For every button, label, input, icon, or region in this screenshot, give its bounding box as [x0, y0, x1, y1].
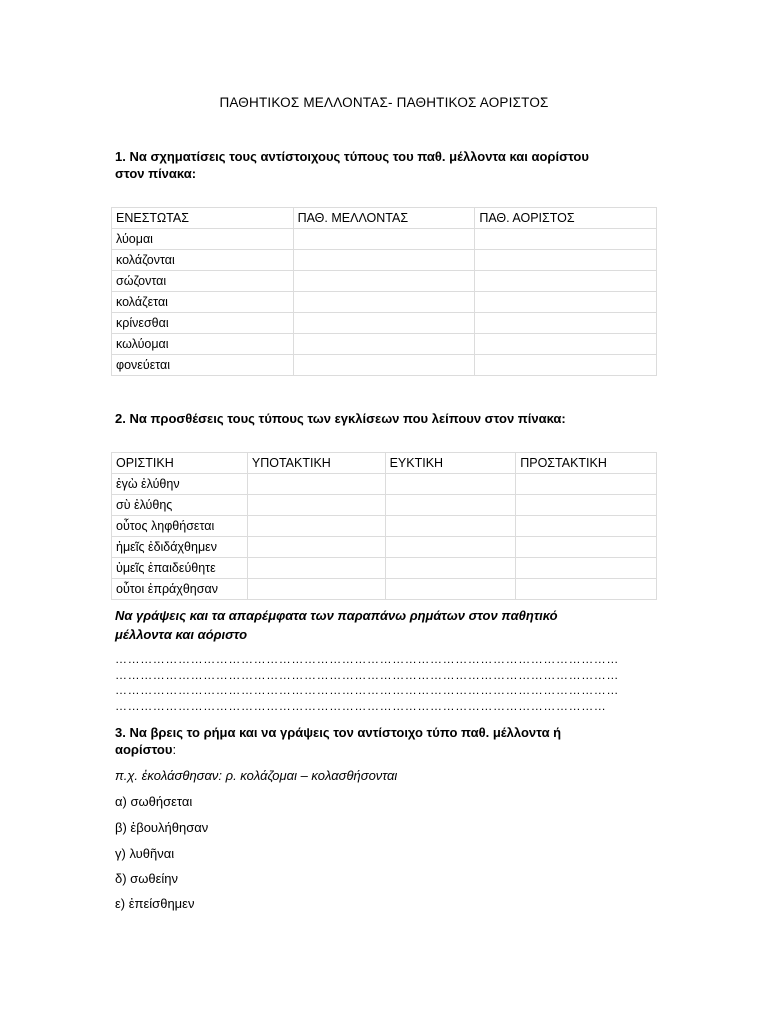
q2-verb-cell: ἐγὼ ἐλύθην	[112, 474, 248, 495]
answer-dot-lines[interactable]	[115, 652, 645, 714]
answer-cell[interactable]	[247, 516, 385, 537]
answer-cell[interactable]	[293, 229, 475, 250]
answer-cell[interactable]	[475, 292, 657, 313]
q1-verb-cell: κρίνεσθαι	[112, 313, 294, 334]
table-row	[112, 334, 657, 355]
answer-cell[interactable]	[475, 271, 657, 292]
answer-cell[interactable]	[475, 229, 657, 250]
table-row	[112, 495, 657, 516]
table-row	[112, 292, 657, 313]
answer-cell[interactable]	[385, 495, 516, 516]
answer-cell[interactable]	[293, 271, 475, 292]
q1-verb-cell: φονεύεται	[112, 355, 294, 376]
answer-cell[interactable]	[293, 250, 475, 271]
answer-cell[interactable]	[385, 558, 516, 579]
table-row	[112, 250, 657, 271]
answer-cell[interactable]	[516, 495, 657, 516]
list-item: ε) ἐπείσθημεν	[115, 896, 195, 911]
q2-table	[111, 452, 657, 600]
q3-heading-line2	[115, 741, 561, 758]
table-row	[112, 355, 657, 376]
answer-cell[interactable]	[475, 334, 657, 355]
answer-cell[interactable]	[293, 355, 475, 376]
answer-cell[interactable]	[385, 516, 516, 537]
q2-verb-cell: ὑμεῖς ἐπαιδεύθητε	[112, 558, 248, 579]
q3-example: π.χ. ἐκολάσθησαν: ρ. κολάζομαι – κολασθήσονται	[115, 768, 398, 783]
page-title: ΠΑΘΗΤΙΚΟΣ ΜΕΛΛΟΝΤΑΣ- ΠΑΘΗΤΙΚΟΣ ΑΟΡΙΣΤΟΣ	[219, 95, 549, 110]
table-row	[112, 558, 657, 579]
answer-cell[interactable]	[516, 579, 657, 600]
answer-cell[interactable]	[247, 537, 385, 558]
q2-table-header-row	[112, 453, 657, 474]
answer-cell[interactable]	[475, 355, 657, 376]
answer-cell[interactable]	[385, 474, 516, 495]
q2-header-subjunctive: ΥΠΟΤΑΚΤΙΚΗ	[247, 453, 385, 474]
answer-cell[interactable]	[385, 537, 516, 558]
q2-verb-cell: σὺ ἐλύθης	[112, 495, 248, 516]
q2-header-indicative: ΟΡΙΣΤΙΚΗ	[112, 453, 248, 474]
table-row	[112, 229, 657, 250]
answer-cell[interactable]	[516, 537, 657, 558]
q1-heading-line1: 1. Να σχηματίσεις τους αντίστοιχους τύπους του παθ. μέλλοντα και αορίστου	[115, 149, 589, 164]
dot-line: ………………………………………………………………………………………………………	[115, 698, 607, 713]
table-row	[112, 537, 657, 558]
table-row	[112, 516, 657, 537]
dot-line: …………………………………………………………………………………………………………	[115, 652, 619, 666]
q1-table-header-row	[112, 208, 657, 229]
answer-cell[interactable]	[247, 579, 385, 600]
answer-cell[interactable]	[385, 579, 516, 600]
q2-verb-cell: οὗτος ληφθήσεται	[112, 516, 248, 537]
q1-header-present: ΕΝΕΣΤΩΤΑΣ	[112, 208, 294, 229]
list-item: α) σωθήσεται	[115, 794, 193, 809]
q2-verb-cell: οὗτοι ἐπράχθησαν	[112, 579, 248, 600]
list-item: γ) λυθῆναι	[115, 846, 175, 861]
table-row	[112, 579, 657, 600]
q3-heading-bold-word: αορίστου	[115, 742, 173, 757]
q1-verb-cell: κωλύομαι	[112, 334, 294, 355]
dot-line: …………………………………………………………………………………………………………	[115, 683, 619, 697]
answer-cell[interactable]	[475, 250, 657, 271]
q1-heading	[115, 148, 589, 182]
answer-cell[interactable]	[247, 558, 385, 579]
answer-cell[interactable]	[516, 558, 657, 579]
q1-header-future: ΠΑΘ. ΜΕΛΛΟΝΤΑΣ	[293, 208, 475, 229]
q2-infinitive-instruction	[115, 606, 558, 644]
q1-verb-cell: λύομαι	[112, 229, 294, 250]
q1-header-aorist: ΠΑΘ. ΑΟΡΙΣΤΟΣ	[475, 208, 657, 229]
table-row	[112, 313, 657, 334]
q2-instruction-line2: μέλλοντα και αόριστο	[115, 627, 248, 642]
answer-cell[interactable]	[293, 292, 475, 313]
answer-cell[interactable]	[293, 334, 475, 355]
table-row	[112, 271, 657, 292]
answer-cell[interactable]	[247, 474, 385, 495]
q2-instruction-line1: Να γράψεις και τα απαρέμφατα των παραπάνω ρημάτων στον παθητικό	[115, 608, 558, 623]
answer-cell[interactable]	[516, 516, 657, 537]
q3-heading	[115, 724, 561, 758]
q3-heading-line1: 3. Να βρεις το ρήμα και να γράψεις τον αντίστοιχο τύπο παθ. μέλλοντα ή	[115, 725, 562, 740]
q2-verb-cell: ἡμεῖς ἐδιδάχθημεν	[112, 537, 248, 558]
q1-verb-cell: κολάζονται	[112, 250, 294, 271]
q2-heading: 2. Να προσθέσεις τους τύπους των εγκλίσεων που λείπουν στον πίνακα:	[115, 411, 566, 426]
table-row	[112, 474, 657, 495]
list-item: δ) σωθείην	[115, 871, 178, 886]
answer-cell[interactable]	[247, 495, 385, 516]
q1-table	[111, 207, 657, 376]
q2-header-imperative: ΠΡΟΣΤΑΚΤΙΚΗ	[516, 453, 657, 474]
answer-cell[interactable]	[516, 474, 657, 495]
answer-cell[interactable]	[475, 313, 657, 334]
q2-header-optative: ΕΥΚΤΙΚΗ	[385, 453, 516, 474]
answer-cell[interactable]	[293, 313, 475, 334]
q1-heading-line2: στον πίνακα:	[115, 166, 197, 181]
q3-heading-colon: :	[172, 742, 177, 757]
q1-verb-cell: κολάζεται	[112, 292, 294, 313]
dot-line: …………………………………………………………………………………………………………	[115, 667, 619, 682]
list-item: β) ἐβουλήθησαν	[115, 820, 209, 835]
q1-verb-cell: σώζονται	[112, 271, 294, 292]
